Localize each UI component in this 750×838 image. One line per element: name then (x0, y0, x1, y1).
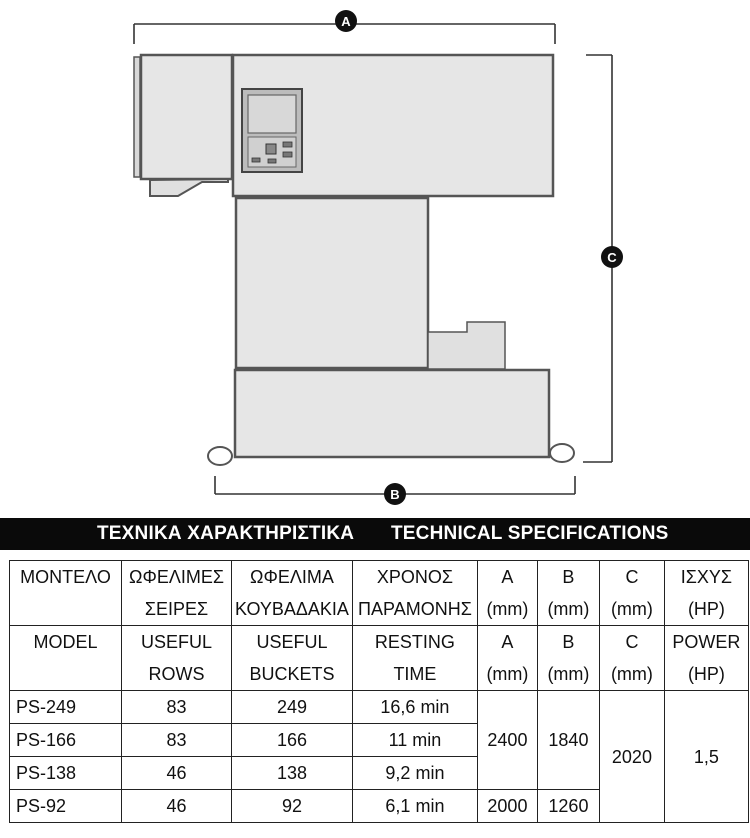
buckets-cell: 166 (232, 724, 353, 757)
dimension-a-label: A (341, 14, 351, 29)
wheel-left (208, 447, 232, 465)
b-cell: 1840 (537, 724, 599, 757)
control-button (283, 142, 292, 147)
header-cell: C (599, 561, 664, 594)
rows-cell: 83 (122, 691, 232, 724)
header-cell: ΩΦΕΛΙΜΕΣ (122, 561, 232, 594)
dimension-c-label: C (607, 250, 617, 265)
header-cell (10, 593, 122, 626)
header-cell: USEFUL (232, 626, 353, 659)
table-header-row-gr-1 (10, 561, 749, 594)
spec-title-greek: ΤΕΧΝΙΚΑ ΧΑΡΑΚΤΗΡΙΣΤΙΚΑ (97, 523, 355, 544)
model-cell: PS-249 (10, 691, 122, 724)
control-button (266, 144, 276, 154)
time-cell: 16,6 min (352, 691, 477, 724)
header-cell: ΣΕΙΡΕΣ (122, 593, 232, 626)
header-cell: (mm) (477, 593, 537, 626)
outlet-chute (150, 179, 228, 196)
table-header-row-en-2 (10, 658, 749, 691)
spec-title-english: TECHNICAL SPECIFICATIONS (391, 523, 669, 544)
model-cell: PS-166 (10, 724, 122, 757)
header-cell: BUCKETS (232, 658, 353, 691)
header-cell: ΠΑΡΑΜΟΝΗΣ (352, 593, 477, 626)
b-cell-empty (537, 691, 599, 724)
header-cell: (mm) (599, 593, 664, 626)
step-box (428, 322, 505, 369)
time-cell: 11 min (352, 724, 477, 757)
header-cell: (mm) (537, 658, 599, 691)
buckets-cell: 249 (232, 691, 353, 724)
header-cell: (mm) (599, 658, 664, 691)
a-cell-empty (477, 757, 537, 790)
header-cell: ΧΡΟΝΟΣ (352, 561, 477, 594)
control-button (283, 152, 292, 157)
header-cell: B (537, 561, 599, 594)
power-cell: 1,5 (664, 691, 748, 823)
a-cell-empty (477, 691, 537, 724)
dimension-b-label: B (390, 487, 400, 502)
base-box (235, 370, 549, 457)
spec-header-bar (0, 518, 750, 550)
header-cell: (HP) (664, 658, 748, 691)
control-panel (242, 89, 302, 172)
header-cell: ΙΣΧΥΣ (664, 561, 748, 594)
header-cell: B (537, 626, 599, 659)
header-cell: RESTING (352, 626, 477, 659)
header-cell: A (477, 561, 537, 594)
model-cell: PS-138 (10, 757, 122, 790)
header-cell: USEFUL (122, 626, 232, 659)
control-button (268, 159, 276, 163)
header-cell: C (599, 626, 664, 659)
header-cell: (mm) (537, 593, 599, 626)
time-cell: 9,2 min (352, 757, 477, 790)
a-cell: 2000 (477, 790, 537, 823)
buckets-cell: 92 (232, 790, 353, 823)
control-button (252, 158, 260, 162)
rows-cell: 46 (122, 757, 232, 790)
a-cell: 2400 (477, 724, 537, 757)
buckets-cell: 138 (232, 757, 353, 790)
model-cell: PS-92 (10, 790, 122, 823)
spec-table (9, 560, 749, 823)
header-cell: ΜΟΝΤΕΛΟ (10, 561, 122, 594)
rows-cell: 83 (122, 724, 232, 757)
header-cell: ΚΟΥΒΑΔΑΚΙΑ (232, 593, 353, 626)
c-cell: 2020 (599, 691, 664, 823)
header-cell: TIME (352, 658, 477, 691)
b-cell-empty (537, 757, 599, 790)
dimension-c (583, 55, 623, 462)
table-header-row-en-1 (10, 626, 749, 659)
table-header-row-gr-2 (10, 593, 749, 626)
control-panel-screen (248, 95, 296, 133)
b-cell: 1260 (537, 790, 599, 823)
time-cell: 6,1 min (352, 790, 477, 823)
header-cell: ΩΦΕΛΙΜΑ (232, 561, 353, 594)
header-cell: (HP) (664, 593, 748, 626)
rows-cell: 46 (122, 790, 232, 823)
wheel-right (550, 444, 574, 462)
header-cell: ROWS (122, 658, 232, 691)
dimension-a (134, 10, 555, 44)
left-upper-box (141, 55, 232, 179)
header-cell: POWER (664, 626, 748, 659)
middle-box (236, 198, 428, 368)
machine-body (134, 55, 553, 457)
header-cell (10, 658, 122, 691)
table-row (10, 691, 749, 724)
header-cell: A (477, 626, 537, 659)
header-cell: (mm) (477, 658, 537, 691)
dimension-b (215, 476, 575, 505)
header-cell: MODEL (10, 626, 122, 659)
